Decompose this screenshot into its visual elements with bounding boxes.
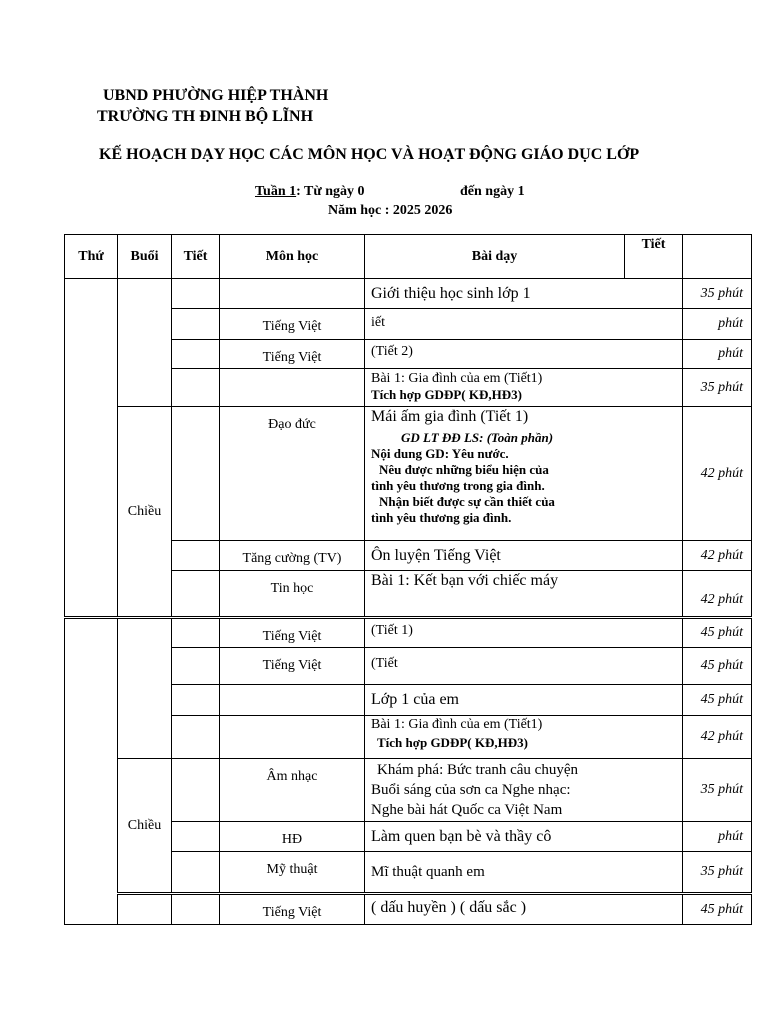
- lesson-cell: [365, 894, 683, 925]
- lesson-text: Nhận biết được sự cần thiết của: [379, 494, 555, 509]
- time-cell: 45 phút: [683, 648, 752, 685]
- table-header-row: [65, 235, 752, 279]
- lesson-cell: [365, 648, 683, 685]
- period-cell: [172, 685, 220, 716]
- period-cell: [172, 648, 220, 685]
- lesson-text: Mái ấm gia đình (Tiết 1): [371, 408, 529, 425]
- time-cell: 35 phút: [683, 369, 752, 407]
- session-cell-2b: Chiều: [118, 759, 172, 894]
- lesson-text: (Tiết: [371, 656, 398, 671]
- time-cell: phút: [683, 822, 752, 852]
- col-header-tiet: Tiết: [172, 235, 220, 279]
- table-row: [65, 759, 752, 822]
- period-cell: [172, 340, 220, 369]
- time-cell: 35 phút: [683, 852, 752, 894]
- subject-cell: Âm nhạc: [220, 759, 365, 822]
- plan-title: KẾ HOẠCH DẠY HỌC CÁC MÔN HỌC VÀ HOẠT ĐỘNG GIÁO DỤC LỚP: [99, 146, 640, 163]
- time-cell: 42 phút: [683, 716, 752, 759]
- org-line-1: UBND PHƯỜNG HIỆP THÀNH: [103, 87, 329, 104]
- day-cell-1: [65, 279, 118, 618]
- subject-cell: Tiếng Việt: [220, 648, 365, 685]
- period-cell: [172, 369, 220, 407]
- col-header-tiet-2: Tiết: [625, 235, 683, 279]
- subject-cell: Tiếng Việt: [220, 309, 365, 340]
- lesson-cell: [365, 852, 683, 894]
- col-header-thu: Thứ: [65, 235, 118, 279]
- time-cell: phút: [683, 309, 752, 340]
- lesson-text: (Tiết 1): [371, 623, 413, 638]
- lesson-text: ( dấu huyền ) ( dấu sắc ): [371, 899, 527, 916]
- lesson-cell: [365, 309, 683, 340]
- subject-cell: [220, 685, 365, 716]
- time-cell: 45 phút: [683, 618, 752, 648]
- lesson-text: Giới thiệu học sinh lớp 1: [371, 284, 531, 302]
- lesson-cell: [365, 407, 683, 541]
- period-cell: [172, 894, 220, 925]
- subject-cell: [220, 369, 365, 407]
- col-header-bai-day: Bài dạy: [365, 235, 625, 279]
- session-cell-3: [118, 894, 172, 925]
- lesson-text: Nội dung GD: Yêu nước.: [371, 446, 509, 461]
- lesson-text: Khám phá: Bức tranh câu chuyện: [377, 762, 578, 778]
- week-from: : Từ ngày 0: [296, 184, 365, 199]
- period-cell: [172, 279, 220, 309]
- table-row: [65, 894, 752, 925]
- lesson-text: Tích hợp GDĐP( KĐ,HĐ3): [377, 735, 528, 750]
- lesson-cell: [365, 685, 683, 716]
- period-cell: [172, 759, 220, 822]
- schedule-table: [64, 234, 752, 925]
- subject-cell: Tin học: [220, 571, 365, 618]
- period-cell: [172, 852, 220, 894]
- table-row: [65, 618, 752, 648]
- subject-cell: Tiếng Việt: [220, 340, 365, 369]
- time-cell: 45 phút: [683, 894, 752, 925]
- period-cell: [172, 716, 220, 759]
- time-cell: 42 phút: [683, 541, 752, 571]
- subject-cell: [220, 279, 365, 309]
- lesson-text: Bài 1: Gia đình của em (Tiết1): [371, 371, 543, 386]
- period-cell: [172, 407, 220, 541]
- subject-cell: Tăng cường (TV): [220, 541, 365, 571]
- week-to: đến ngày 1: [460, 184, 525, 199]
- period-cell: [172, 541, 220, 571]
- lesson-text: iết: [371, 315, 385, 330]
- week-label: Tuần 1: [255, 184, 297, 199]
- subject-cell: Tiếng Việt: [220, 618, 365, 648]
- lesson-text: Mĩ thuật quanh em: [371, 863, 485, 880]
- lesson-text: (Tiết 2): [371, 344, 413, 359]
- lesson-text: Nghe bài hát Quốc ca Việt Nam: [371, 802, 563, 818]
- week-range: [255, 184, 365, 200]
- lesson-text: Lớp 1 của em: [371, 691, 459, 708]
- period-cell: [172, 618, 220, 648]
- day-cell-2: [65, 618, 118, 925]
- lesson-text: Tích hợp GDĐP( KĐ,HĐ3): [371, 387, 522, 402]
- time-cell: 35 phút: [683, 279, 752, 309]
- col-header-time: [683, 235, 752, 279]
- org-line-2: TRƯỜNG TH ĐINH BỘ LĨNH: [97, 108, 314, 125]
- period-cell: [172, 571, 220, 618]
- session-cell-2a: [118, 618, 172, 759]
- time-cell: 42 phút: [683, 407, 752, 541]
- lesson-cell: [365, 541, 683, 571]
- lesson-text: tình yêu thương trong gia đình.: [371, 478, 545, 493]
- lesson-text: Bài 1: Kết bạn với chiếc máy: [371, 572, 559, 589]
- lesson-text: Làm quen bạn bè và thầy cô: [371, 827, 552, 845]
- period-cell: [172, 309, 220, 340]
- school-year: Năm học : 2025 2026: [328, 203, 453, 218]
- lesson-text: Bài 1: Gia đình của em (Tiết1): [371, 717, 543, 732]
- lesson-cell: [365, 369, 683, 407]
- lesson-cell: [365, 571, 683, 618]
- time-cell: phút: [683, 340, 752, 369]
- lesson-cell: [365, 716, 683, 759]
- time-cell: 35 phút: [683, 759, 752, 822]
- session-cell-1b: Chiều: [118, 407, 172, 618]
- subject-cell: Tiếng Việt: [220, 894, 365, 925]
- table-row: [65, 407, 752, 541]
- lesson-text: GD LT ĐĐ LS: (Toàn phần): [401, 430, 554, 445]
- lesson-cell: [365, 340, 683, 369]
- lesson-cell: [365, 822, 683, 852]
- time-cell: 42 phút: [683, 571, 752, 618]
- col-header-mon-hoc: Môn học: [220, 235, 365, 279]
- lesson-text: Ôn luyện Tiếng Việt: [371, 546, 501, 564]
- lesson-cell: [365, 759, 683, 822]
- subject-cell: HĐ: [220, 822, 365, 852]
- time-cell: 45 phút: [683, 685, 752, 716]
- subject-cell: Mỹ thuật: [220, 852, 365, 894]
- lesson-cell: [365, 279, 683, 309]
- lesson-text: Nêu được những biểu hiện của: [379, 462, 549, 477]
- subject-cell: Đạo đức: [220, 407, 365, 541]
- lesson-text: Buổi sáng của sơn ca Nghe nhạc:: [371, 782, 571, 798]
- subject-cell: [220, 716, 365, 759]
- period-cell: [172, 822, 220, 852]
- lesson-text: tình yêu thương gia đình.: [371, 510, 512, 525]
- table-row: [65, 279, 752, 309]
- session-cell-1a: [118, 279, 172, 407]
- col-header-buoi: Buổi: [118, 235, 172, 279]
- lesson-cell: [365, 618, 683, 648]
